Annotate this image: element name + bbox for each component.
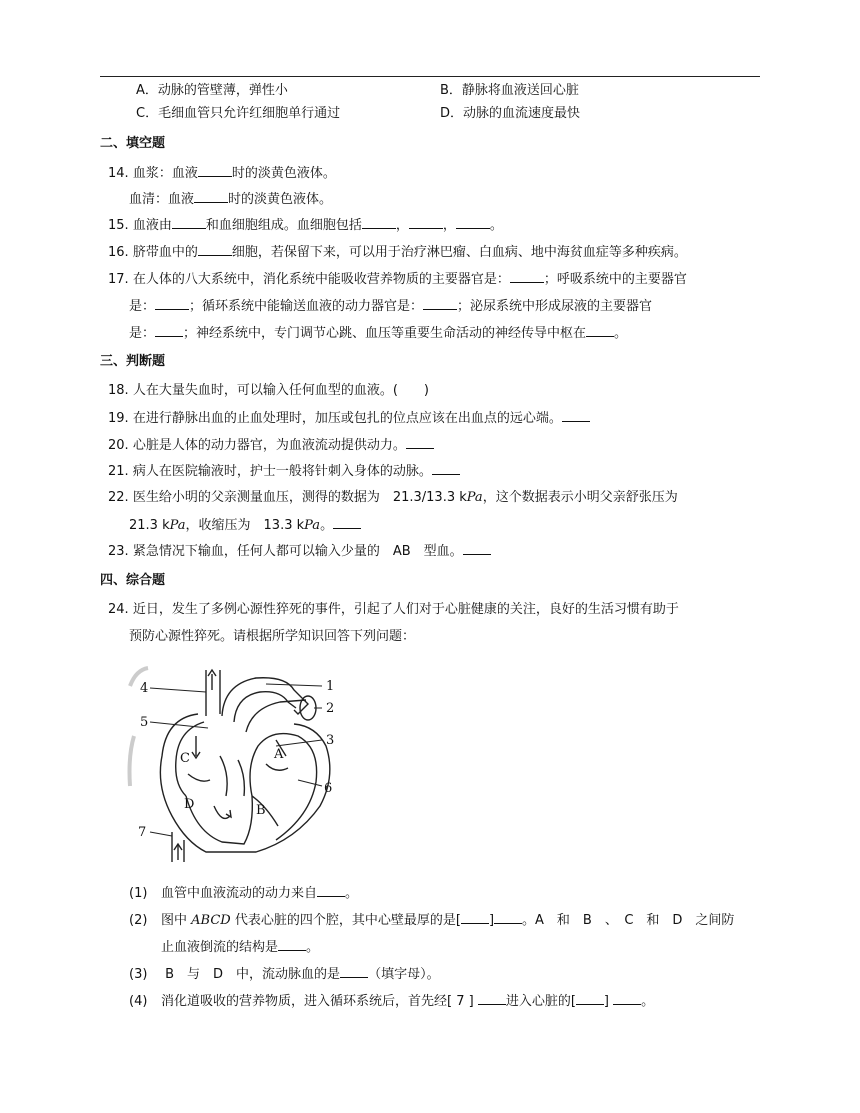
question-number: 14.	[108, 166, 129, 181]
question-23	[108, 542, 491, 561]
question-14-line1	[108, 164, 336, 183]
question-17-line2	[129, 297, 652, 316]
sub-question-number: (2)	[129, 913, 148, 928]
question-text: 是：	[129, 326, 156, 341]
question-text: 和血细胞组成。血细胞包括	[205, 218, 362, 233]
question-text: 是：	[129, 299, 156, 314]
answer-blank[interactable]	[456, 216, 490, 229]
question-17-line3	[129, 324, 627, 343]
question-number: 23.	[108, 544, 129, 559]
diagram-label-c: C	[180, 751, 190, 766]
question-text: 时的淡黄色液体。	[228, 192, 333, 207]
question-text: 。	[614, 326, 628, 341]
heart-diagram	[126, 656, 346, 864]
option-a: A．动脉的管壁薄，弹性小	[136, 83, 288, 98]
answer-blank[interactable]	[172, 216, 206, 229]
option-d: D．动脉的血流速度最快	[440, 106, 581, 121]
question-number: 22.	[108, 490, 129, 505]
question-text: 病人在医院输液时，护士一般将针刺入身体的动脉。	[132, 464, 432, 479]
answer-blank[interactable]	[432, 462, 460, 475]
answer-blank[interactable]	[576, 992, 604, 1005]
answer-blank[interactable]	[155, 297, 189, 310]
question-text: 。	[489, 218, 503, 233]
diagram-label-1: 1	[326, 679, 335, 694]
question-text: ，收缩压为 13.3 k	[185, 518, 305, 533]
question-20	[108, 436, 434, 455]
question-text: 紧急情况下输血，任何人都可以输入少量的 AB 型血。	[132, 544, 463, 559]
separator: ，	[395, 218, 409, 233]
option-b: B．静脉将血液送回心脏	[440, 83, 579, 98]
question-15	[108, 216, 503, 235]
question-number: 20.	[108, 438, 129, 453]
diagram-label-5: 5	[140, 715, 149, 730]
sub-question-number: (4)	[129, 994, 148, 1009]
question-text: 血浆：血液	[132, 166, 198, 181]
diagram-label-a: A	[274, 747, 284, 762]
diagram-label-3: 3	[326, 733, 335, 748]
answer-blank[interactable]	[586, 324, 614, 337]
question-text: 在人体的八大系统中，消化系统中能吸收营养物质的主要器官是：	[132, 272, 510, 287]
question-text: ；泌尿系统中形成尿液的主要器官	[457, 299, 653, 314]
answer-blank[interactable]	[478, 992, 506, 1005]
section-judge-heading: 三、判断题	[100, 354, 166, 369]
question-text: 21.3 k	[129, 518, 170, 533]
option-c: C．毛细血管只允许红细胞单行通过	[136, 106, 341, 121]
unit-pa: Pa	[169, 518, 186, 533]
answer-blank[interactable]	[461, 911, 489, 924]
question-number: 19.	[108, 411, 129, 426]
answer-blank[interactable]	[562, 409, 590, 422]
question-21	[108, 462, 460, 481]
diagram-label-d: D	[184, 797, 195, 812]
question-16	[108, 243, 687, 262]
sub-question-1	[129, 884, 358, 903]
separator: ，	[442, 218, 456, 233]
question-text: 心脏是人体的动力器官，为血液流动提供动力。	[132, 438, 406, 453]
answer-blank[interactable]	[317, 884, 345, 897]
answer-blank[interactable]	[409, 216, 443, 229]
question-14-line2	[129, 190, 332, 209]
diagram-label-7: 7	[138, 825, 147, 840]
question-18	[108, 382, 429, 400]
question-22-line1	[108, 489, 678, 507]
question-22-line2	[129, 516, 361, 535]
answer-blank[interactable]	[423, 297, 457, 310]
header-rule	[100, 76, 760, 77]
answer-blank[interactable]	[198, 243, 232, 256]
section-fill-heading: 二、填空题	[100, 136, 166, 151]
unit-pa: Pa	[466, 490, 483, 505]
question-text: 时的淡黄色液体。	[231, 166, 336, 181]
question-text: 止血液倒流的结构是	[161, 940, 279, 955]
question-text: 血管中血液流动的动力来自	[161, 886, 318, 901]
question-17-line1	[108, 270, 687, 289]
question-text: ，这个数据表示小明父亲舒张压为	[482, 490, 678, 505]
question-24-line2: 预防心源性猝死。请根据所学知识回答下列问题：	[129, 629, 416, 644]
question-19	[108, 409, 590, 428]
question-text: 医生给小明的父亲测量血压，测得的数据为 21.3/13.3 k	[132, 490, 467, 505]
question-text: ；神经系统中，专门调节心跳、血压等重要生命活动的神经传导中枢在	[183, 326, 587, 341]
question-text: 血液由	[132, 218, 172, 233]
answer-blank[interactable]	[613, 992, 641, 1005]
question-text: 细胞，若保留下来，可以用于治疗淋巴瘤、白血病、地中海贫血症等多种疾病。	[231, 245, 687, 260]
answer-blank[interactable]	[340, 965, 368, 978]
question-number: 17.	[108, 272, 129, 287]
question-text: 脐带血中的	[132, 245, 198, 260]
question-text: ；呼吸系统中的主要器官	[543, 272, 687, 287]
answer-blank[interactable]	[198, 164, 232, 177]
question-text: ]	[488, 913, 495, 928]
diagram-label-6: 6	[324, 781, 333, 796]
question-number: 24.	[108, 602, 129, 617]
answer-blank[interactable]	[333, 516, 361, 529]
answer-blank[interactable]	[510, 270, 544, 283]
answer-blank[interactable]	[155, 324, 183, 337]
answer-blank[interactable]	[406, 436, 434, 449]
question-number: 15.	[108, 218, 129, 233]
question-number: 21.	[108, 464, 129, 479]
answer-blank[interactable]	[362, 216, 396, 229]
question-text: 进入心脏的[	[505, 994, 576, 1009]
question-text: 。A 和 B 、 C 和 D 之间防	[522, 913, 735, 928]
question-number: 18.	[108, 383, 129, 398]
question-text: 血清：血液	[129, 192, 195, 207]
sub-question-2-line2	[161, 938, 319, 957]
question-text: 人在大量失血时，可以输入任何血型的血液。( )	[132, 383, 429, 398]
sub-question-number: (3)	[129, 967, 148, 982]
question-text: ]	[603, 994, 609, 1009]
sub-question-2-line1	[129, 911, 734, 930]
question-number: 16.	[108, 245, 129, 260]
sub-question-4	[129, 992, 654, 1011]
diagram-label-b: B	[256, 803, 266, 818]
question-text: 。	[320, 518, 334, 533]
answer-blank[interactable]	[194, 190, 228, 203]
question-text: 。	[641, 994, 655, 1009]
unit-pa: Pa	[304, 518, 321, 533]
sub-question-number: (1)	[129, 886, 148, 901]
answer-blank[interactable]	[463, 542, 491, 555]
question-text: 近日，发生了多例心源性猝死的事件，引起了人们对于心脏健康的关注，良好的生活习惯有助于	[132, 602, 679, 617]
diagram-label-2: 2	[326, 701, 335, 716]
chamber-letters: ABCD	[191, 913, 231, 928]
question-text: 图中	[161, 913, 188, 928]
sub-question-3	[129, 965, 440, 984]
diagram-label-4: 4	[140, 681, 149, 696]
question-text: （填字母）。	[368, 967, 440, 982]
question-text: 。	[345, 886, 359, 901]
section-comprehensive-heading: 四、综合题	[100, 573, 166, 588]
question-24-line1	[108, 601, 679, 619]
question-text: ；循环系统中能输送血液的动力器官是：	[189, 299, 424, 314]
question-text: 在进行静脉出血的止血处理时，加压或包扎的位点应该在出血点的远心端。	[132, 411, 562, 426]
answer-blank[interactable]	[494, 911, 522, 924]
question-text: 。	[306, 940, 320, 955]
question-text: 代表心脏的四个腔，其中心壁最厚的是[	[234, 913, 461, 928]
question-text: 消化道吸收的营养物质，进入循环系统后，首先经[ 7 ]	[161, 994, 474, 1009]
answer-blank[interactable]	[278, 938, 306, 951]
question-text: B 与 D 中，流动脉血的是	[161, 967, 341, 982]
